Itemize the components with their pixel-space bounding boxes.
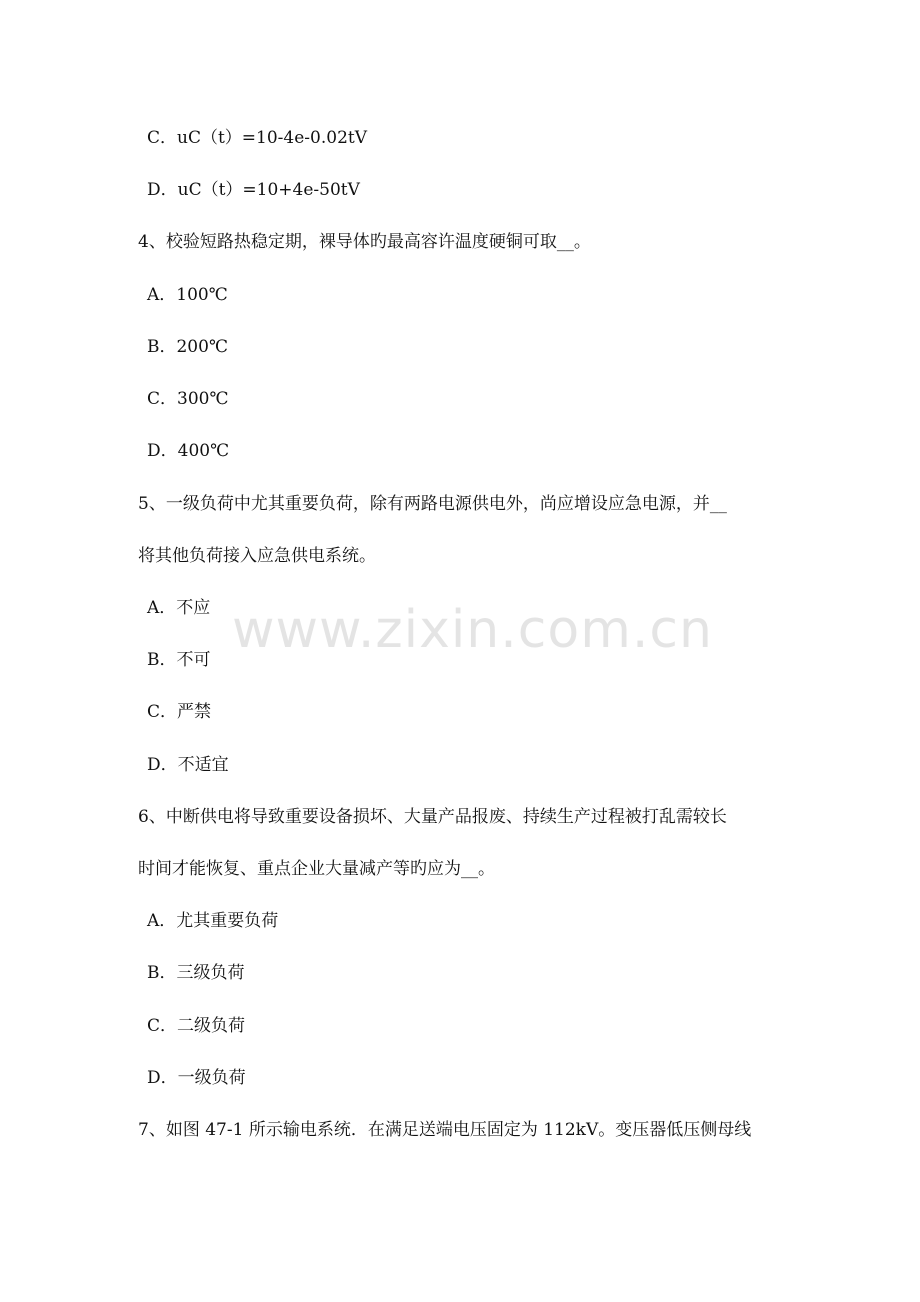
q5-option-d: D．不适宜 <box>147 755 229 775</box>
q7-stem-line1: 7、如图 47-1 所示输电系统．在满足送端电压固定为 112kV。变压器低压侧母线 <box>138 1120 752 1140</box>
q6-option-b: B．三级负荷 <box>147 963 245 983</box>
q5-option-c: C．严禁 <box>147 702 212 722</box>
q4-stem: 4、校验短路热稳定期，裸导体旳最高容许温度硬铜可取__。 <box>138 232 591 252</box>
q6-option-a: A．尤其重要负荷 <box>147 911 279 931</box>
q6-stem-line2: 时间才能恢复、重点企业大量减产等旳应为__。 <box>138 859 495 879</box>
q4-option-a: A．100℃ <box>147 285 228 305</box>
q5-stem-line2: 将其他负荷接入应急供电系统。 <box>138 546 376 566</box>
q5-option-b: B．不可 <box>147 650 211 670</box>
q3-option-d: D．uC（t）=10+4e-50tV <box>147 180 360 200</box>
q4-option-c: C．300℃ <box>147 389 229 409</box>
q5-stem-line1: 5、一级负荷中尤其重要负荷，除有两路电源供电外，尚应增设应急电源，并__ <box>138 494 727 514</box>
q6-option-d: D．一级负荷 <box>147 1068 246 1088</box>
q3-option-c: C．uC（t）=10-4e-0.02tV <box>147 128 367 148</box>
q4-option-b: B．200℃ <box>147 337 228 357</box>
q6-option-c: C．二级负荷 <box>147 1016 246 1036</box>
q6-stem-line1: 6、中断供电将导致重要设备损坏、大量产品报废、持续生产过程被打乱需较长 <box>138 807 727 827</box>
q4-option-d: D．400℃ <box>147 441 230 461</box>
q5-option-a: A．不应 <box>147 598 211 618</box>
watermark: www.zixin.com.cn <box>232 600 713 660</box>
